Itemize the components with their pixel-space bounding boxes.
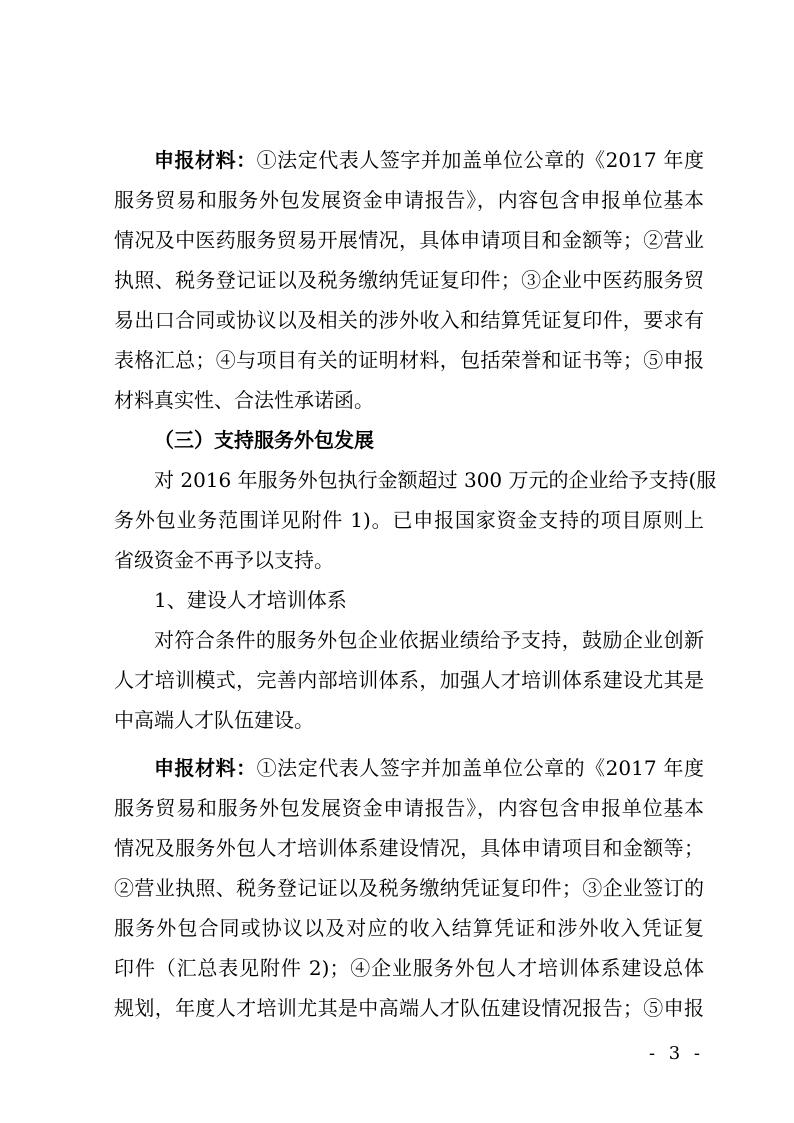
- paragraph-spacing: [114, 740, 704, 748]
- paragraph-line: 易出口合同或协议以及相关的涉外收入和结算凭证复印件，要求有: [114, 308, 704, 332]
- section-heading: （三）支持服务外包发展: [154, 428, 374, 452]
- paragraph-line: 中高端人才队伍建设。: [114, 708, 314, 732]
- paragraph-line: 服务贸易和服务外包发展资金申请报告》，内容包含申报单位基本: [114, 796, 704, 820]
- paragraph-text: ①法定代表人签字并加盖单位公章的《2017 年度: [256, 148, 704, 172]
- paragraph-text: ①法定代表人签字并加盖单位公章的《2017 年度: [256, 756, 704, 780]
- paragraph-line: 服务贸易和服务外包发展资金申请报告》，内容包含申报单位基本: [114, 188, 704, 212]
- paragraph-line: 服务外包合同或协议以及对应的收入结算凭证和涉外收入凭证复: [114, 916, 704, 940]
- paragraph-line: 人才培训模式，完善内部培训体系，加强人才培训体系建设尤其是: [114, 668, 704, 692]
- materials-label: 申报材料：: [154, 756, 257, 780]
- paragraph-line: 对符合条件的服务外包企业依据业绩给予支持，鼓励企业创新: [154, 628, 704, 652]
- paragraph-line: 材料真实性、合法性承诺函。: [114, 388, 374, 412]
- paragraph-line: 情况及服务外包人才培训体系建设情况，具体申请项目和金额等；: [114, 836, 704, 860]
- paragraph-support-outsourcing: [114, 460, 717, 580]
- paragraph-line: 执照、税务登记证以及税务缴纳凭证复印件；③企业中医药服务贸: [114, 268, 704, 292]
- paragraph-application-materials-1: [114, 140, 704, 420]
- paragraph-line: 情况及中医药服务贸易开展情况，具体申请项目和金额等；②营业: [114, 228, 704, 252]
- paragraph-line: 务外包业务范围详见附件 1)。已申报国家资金支持的项目原则上: [114, 508, 704, 532]
- paragraph-line: ②营业执照、税务登记证以及税务缴纳凭证复印件；③企业签订的: [114, 876, 704, 900]
- paragraph-training-system: [114, 620, 704, 740]
- paragraph-line: 省级资金不再予以支持。: [114, 548, 334, 572]
- paragraph-line: 规划，年度人才培训尤其是中高端人才队伍建设情况报告；⑤申报: [114, 996, 704, 1020]
- subsection-heading: 1、建设人才培训体系: [154, 588, 347, 612]
- paragraph-line: 表格汇总；④与项目有关的证明材料，包括荣誉和证书等；⑤申报: [114, 348, 704, 372]
- paragraph-line: 印件（汇总表见附件 2)；④企业服务外包人才培训体系建设总体: [114, 956, 704, 980]
- paragraph-line: [114, 140, 704, 180]
- paragraph-application-materials-2: [114, 748, 704, 1028]
- paragraph-line: [114, 748, 704, 788]
- paragraph-line: 对 2016 年服务外包执行金额超过 300 万元的企业给予支持(服: [154, 468, 717, 492]
- materials-label: 申报材料：: [154, 148, 257, 172]
- page-number: - 3 -: [648, 1043, 704, 1064]
- document-body: [114, 140, 717, 1028]
